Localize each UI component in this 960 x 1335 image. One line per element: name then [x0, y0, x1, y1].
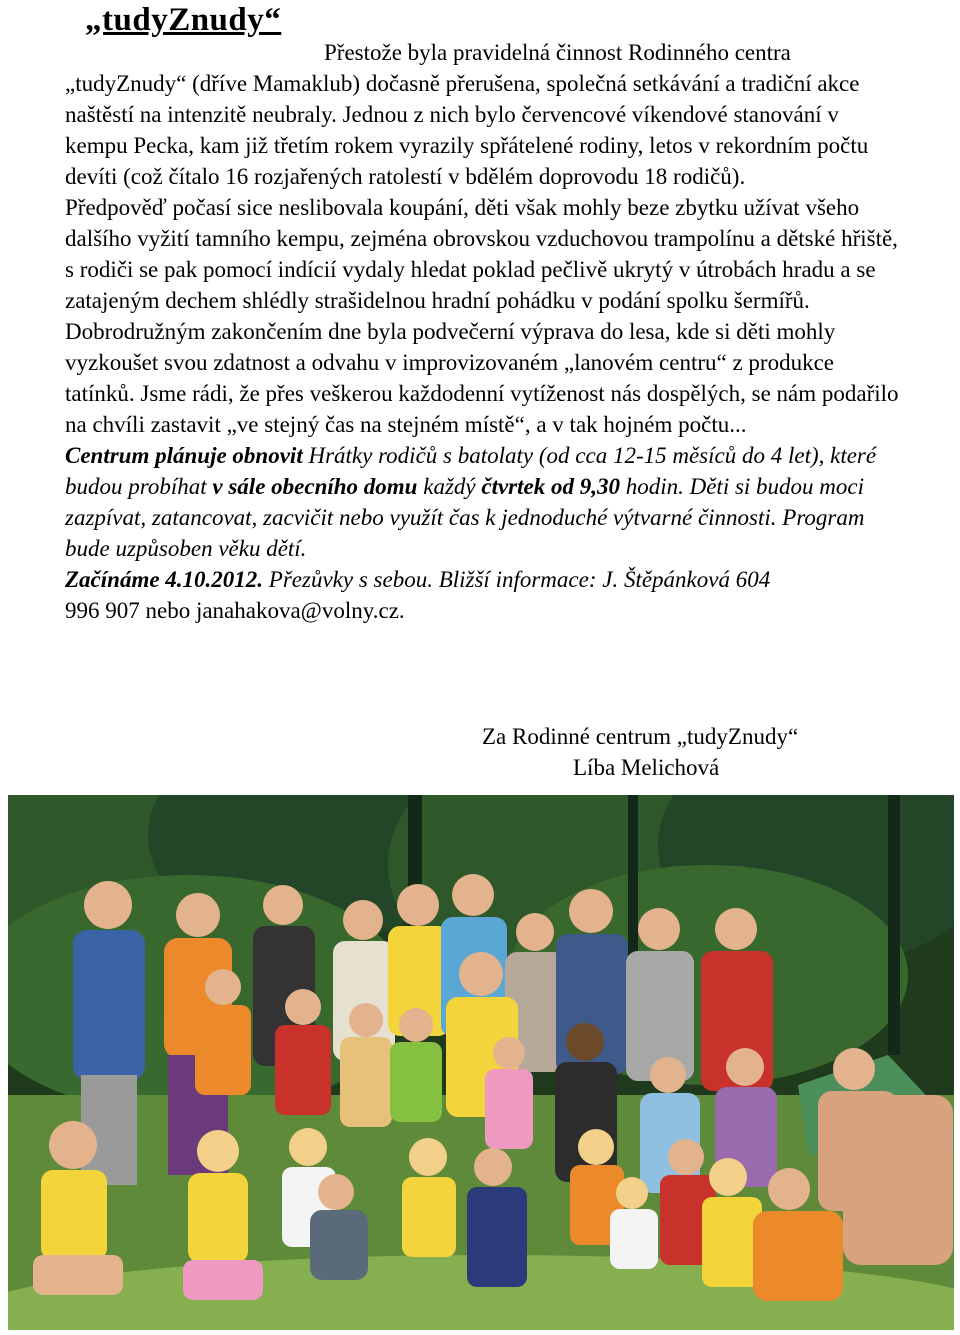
signature-organization: Za Rodinné centrum „tudyZnudy“ [482, 724, 799, 749]
announcement-text-1: Hrátky rodičů s batolaty (od cca 12-15 měsíců do 4 let), které budou probíhat [65, 443, 877, 499]
group-photo [8, 795, 954, 1330]
announcement-lead: Centrum plánuje obnovit [65, 443, 303, 468]
paragraph-announcement [65, 440, 905, 626]
article-body [65, 37, 905, 626]
group-photo-illustration [8, 795, 954, 1330]
announcement-start: Začínáme 4.10.2012. [65, 567, 264, 592]
announcement-text-3: hodin. Děti si budou moci zazpívat, zatancovat, zacvičit nebo využít čas k jednoduché výtvarné činnosti. Program bude uzpůsoben věku dětí. [65, 474, 865, 561]
announcement-time: čtvrtek od 9,30 [481, 474, 620, 499]
paragraph-intro: Přestože byla pravidelná činnost Rodinného centra „tudyZnudy“ (dříve Mamaklub) dočasně přerušena, společná setkávání a tradiční akce naštěstí na intenzitě neubraly. Jednou z nich bylo červencové víkendové stanování v kempu Pecka, kam již třetím rokem vyrazily spřátelené rodiny, letos v rekordním počtu devíti (což čítalo 16 rozjařených ratolestí v bdělém doprovodu 18 rodičů). [65, 40, 869, 189]
page-title: „tudyZnudy“ [85, 2, 282, 38]
signature-name: Líba Melichová [573, 755, 720, 780]
announcement-text-4: Přezůvky s sebou. Bližší informace: J. Štěpánková 604 [263, 567, 771, 592]
announcement-venue: v sále obecního domu [212, 474, 418, 499]
announcement-text-2: každý [417, 474, 482, 499]
contact-line: 996 907 nebo janahakova@volny.cz. [65, 598, 405, 623]
paragraph-events: Předpověď počasí sice neslibovala koupání, děti však mohly beze zbytku užívat všeho dalšího vyžití tamního kempu, zejména obrovskou vzduchovou trampolínu a dětské hřiště, s rodiči se pak pomocí indícií vydaly hledat poklad pečlivě ukrytý v útrobách hradu a se zatajeným dechem shlédly strašidelnou hradní pohádku v podání spolku šermířů. Dobrodružným zakončením dne byla podvečerní výprava do lesa, kde si děti mohly vyzkoušet svou zdatnost a odvahu v improvizovaném „lanovém centru“ z produkce tatínků. Jsme rádi, že přes veškerou každodenní vytíženost nás dospělých, se nám podařilo na chvíli zastavit „ve stejný čas na stejném místě“, a v tak hojném počtu... [65, 195, 899, 437]
